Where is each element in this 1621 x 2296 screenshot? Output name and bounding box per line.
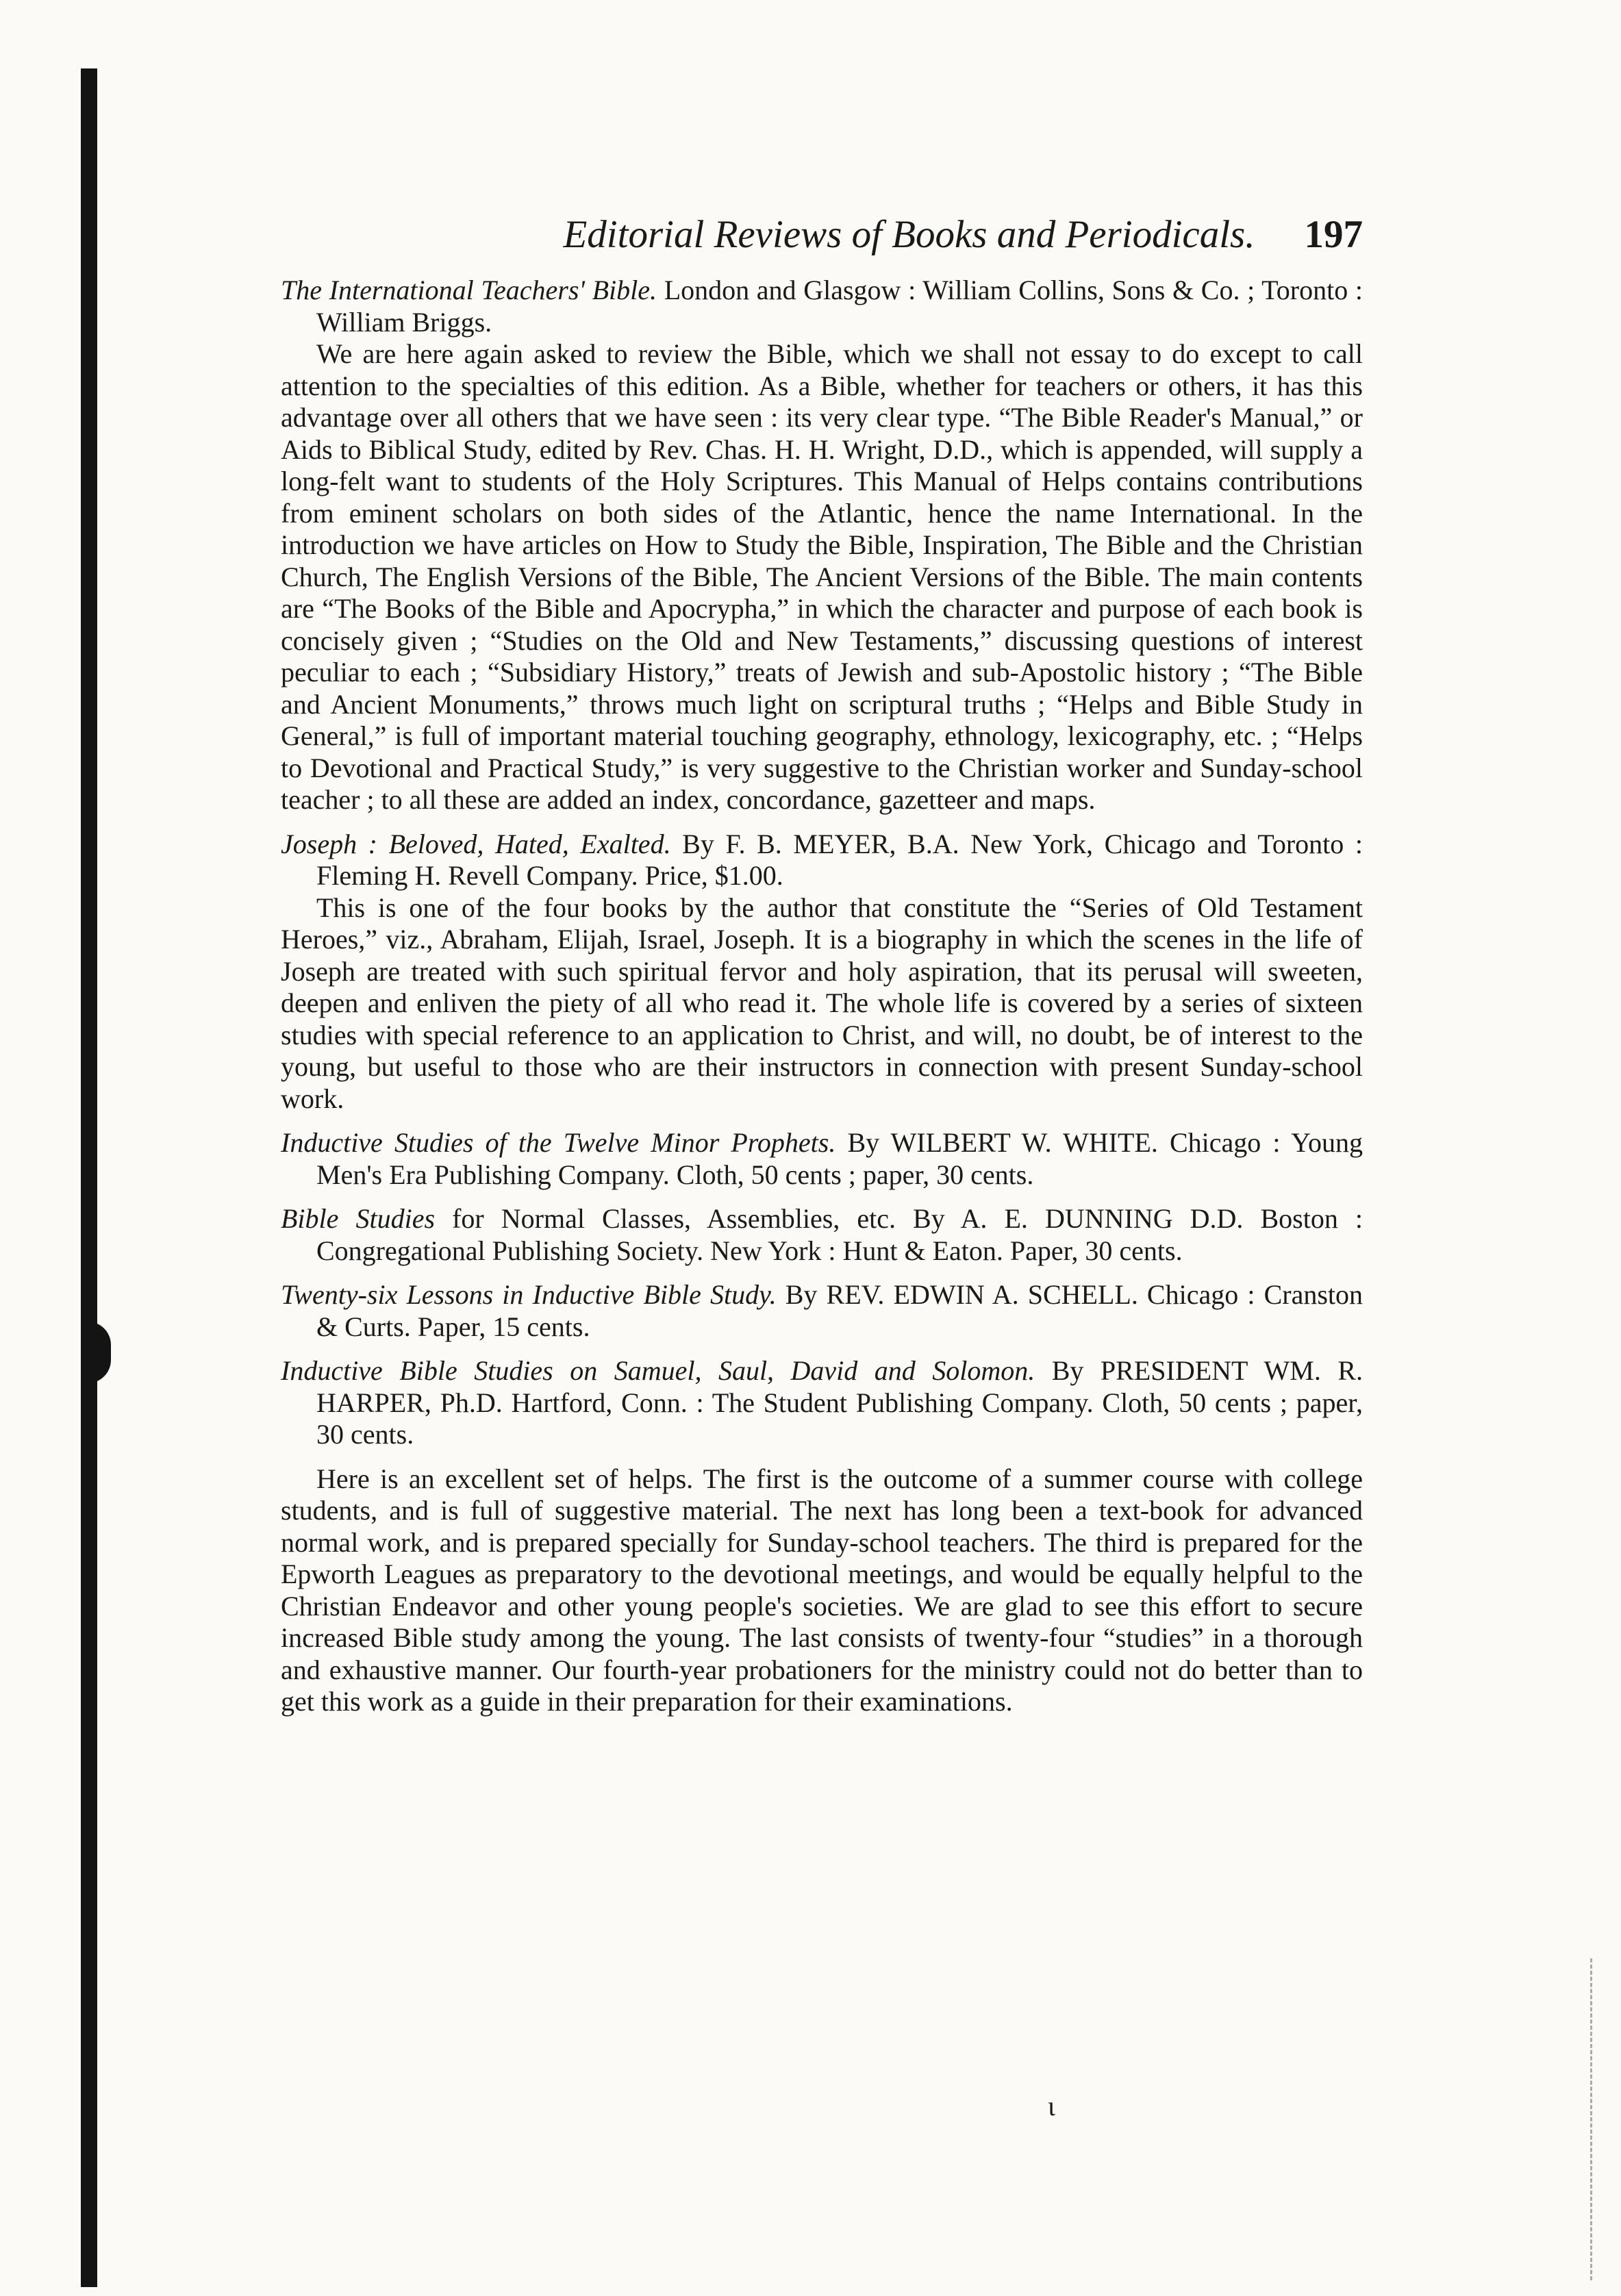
book-details: for Normal Classes, Assemblies, etc. By A. E. DUNNING D.D. Boston : Congregational Publishing Society. New York : Hunt & Eaton. Paper, 30 cents. [316,1203,1364,1266]
book-entry-2 [281,829,1363,892]
review-text-2: This is one of the four books by the author that constitute the “Series of Old Testament Heroes,” viz., Abraham, Elijah, Israel, Joseph. It is a biography in which the scenes in the life of Joseph are treated with such spiritual fervor and holy aspiration, that its perusal will sweeten, deepen and enliven the piety of all who read it. The whole life is covered by a series of sixteen studies with special reference to an application to Christ, and will, no doubt, be of interest to the young, but useful to those who are their instructors in connection with present Sunday-school work. [281,892,1363,1114]
book-entry-5 [281,1279,1363,1343]
book-entry-4 [281,1203,1363,1267]
right-edge-mark [1590,1958,1594,2280]
book-title: Inductive Bible Studies on Samuel, Saul, David and Solomon. [281,1355,1035,1386]
review-text-6: Here is an excellent set of helps. The first is the outcome of a summer course with college students, and is full of suggestive material. The next has long been a text-book for advanced normal work, and is prepared specially for Sunday-school teachers. The third is prepared for the Epworth Leagues as preparatory to the devotional meetings, and would be equally helpful to the Christian Endeavor and other young people's societies. We are glad to see this effort to secure increased Bible study among the young. The last consists of twenty-four “studies” in a thorough and exhaustive manner. Our fourth-year probationers for the ministry could not do better than to get this work as a guide in their preparation for their examinations. [281,1463,1363,1717]
book-entry-6 [281,1355,1363,1451]
running-head-title: Editorial Reviews of Books and Periodicals. [563,213,1255,256]
book-title: The International Teachers' Bible. [281,275,657,305]
book-details: London and Glasgow : William Collins, Sons & Co. ; Toronto : William Briggs. [316,275,1364,338]
page-body [281,212,1363,1718]
book-title: Inductive Studies of the Twelve Minor Prophets. [281,1127,836,1158]
page-number: 197 [1304,213,1363,256]
spine-notch [88,1322,111,1383]
book-details: By PRESIDENT WM. R. HARPER, Ph.D. Hartford, Conn. : The Student Publishing Company. Cloth, 50 cents ; paper, 30 cents. [316,1355,1364,1450]
book-details: By F. B. MEYER, B.A. New York, Chicago and Toronto : Fleming H. Revell Company. Price, $1.00. [316,828,1363,891]
book-title: Twenty-six Lessons in Inductive Bible Study. [281,1279,777,1310]
footer-mark: ɩ [1048,2091,1055,2121]
running-head [281,212,1363,257]
review-text-1: We are here again asked to review the Bible, which we shall not essay to do except to call attention to the specialties of this edition. As a Bible, whether for teachers or others, it has this advantage over all others that we have seen : its very clear type. “The Bible Reader's Manual,” or Aids to Biblical Study, edited by Rev. Chas. H. H. Wright, D.D., which is appended, will supply a long-felt want to students of the Holy Scriptures. This Manual of Helps contains contributions from eminent scholars on both sides of the Atlantic, hence the name International. In the introduction we have articles on How to Study the Bible, Inspiration, The Bible and the Christian Church, The English Versions of the Bible, The Ancient Versions of the Bible. The main contents are “The Books of the Bible and Apocrypha,” in which the character and purpose of each book is concisely given ; “Studies on the Old and New Testaments,” discussing questions of interest peculiar to each ; “Subsidiary History,” treats of Jewish and sub-Apostolic history ; “The Bible and Ancient Monuments,” throws much light on scriptural truths ; “Helps and Bible Study in General,” is full of important material touching geography, ethnology, lexicography, etc. ; “Helps to Devotional and Practical Study,” is very suggestive to the Christian worker and Sunday-school teacher ; to all these are added an index, concordance, gazetteer and maps. [281,338,1363,815]
book-entry-3 [281,1127,1363,1191]
book-title: Bible Studies [281,1203,436,1234]
book-details: By WILBERT W. WHITE. Chicago : Young Men's Era Publishing Company. Cloth, 50 cents ; paper, 30 cents. [316,1127,1364,1190]
book-details: By REV. EDWIN A. SCHELL. Chicago : Cranston & Curts. Paper, 15 cents. [316,1279,1364,1342]
book-title: Joseph : Beloved, Hated, Exalted. [281,828,671,859]
book-entry-1 [281,275,1363,338]
book-spine-shadow [81,68,97,2287]
